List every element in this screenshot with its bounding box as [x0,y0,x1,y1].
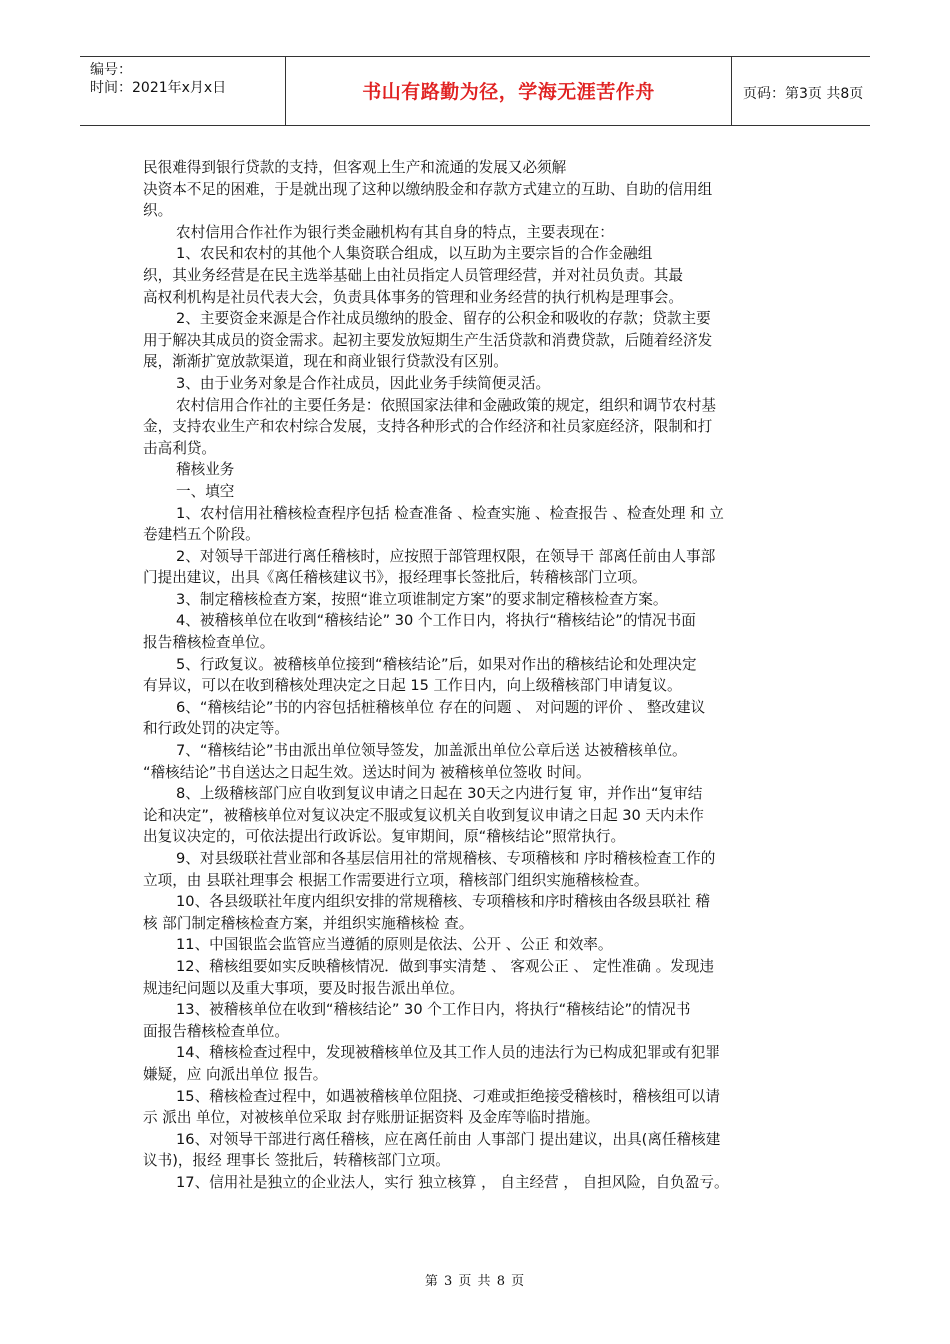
text-line: 决资本不足的困难，于是就出现了这种以缴纳股金和存款方式建立的互助、自助的信用组 [143,180,713,198]
text-line: 示 派出 单位，对被核单位采取 封存账册证据资料 及金库等临时措施。 [143,1109,600,1127]
text-line: 8、上级稽核部门应自收到复议申请之日起在 30天之内进行复 审，并作出“复审结 [176,785,703,803]
header-middle-cell [285,57,732,125]
time-label: 时间：2021年x月x日 [90,80,227,96]
document-body [143,157,809,1194]
serial-number-label: 编号： [90,62,132,78]
text-line: 金，支持农业生产和农村综合发展，支持各种形式的合作经济和社员家庭经济，限制和打 [143,418,713,436]
text-line: 卷建档五个阶段。 [143,526,260,544]
text-line: 议书)，报经 理事长 签批后，转稽核部门立项。 [143,1152,450,1170]
text-line: 击高利贷。 [143,439,216,457]
text-line: 11、中国银监会监管应当遵循的原则是依法、公开 、公正 和效率。 [176,936,613,954]
text-line: 13、被稽核单位在收到“稽核结论” 30 个工作日内，将执行“稽核结论”的情况书 [176,1001,691,1019]
text-line: 1、农村信用社稽核检查程序包括 检查准备 、检查实施 、检查报告 、检查处理 和 立 [176,504,724,522]
text-line: 核 部门制定稽核检查方案，并组织实施稽核检 查。 [143,914,474,932]
text-line: 14、稽核检查过程中，发现被稽核单位及其工作人员的违法行为已构成犯罪或有犯罪 [176,1044,720,1062]
text-line: 农村信用合作社作为银行类金融机构有其自身的特点，主要表现在： [176,223,614,241]
text-line: “稽核结论”书自送达之日起生效。送达时间为 被稽核单位签收 时间。 [143,763,591,781]
text-line: 9、对县级联社营业部和各基层信用社的常规稽核、专项稽核和 序时稽核检查工作的 [176,850,716,867]
text-line: 有异议，可以在收到稽核处理决定之日起 15 工作日内，向上级稽核部门申请复议。 [143,677,682,695]
text-line: 民很难得到银行贷款的支持，但客观上生产和流通的发展又必须解 [143,159,567,176]
text-line: 7、“稽核结论”书由派出单位领导签发，加盖派出单位公章后送 达被稽核单位。 [176,742,687,760]
text-line: 15、稽核检查过程中，如遇被稽核单位阻挠、刁难或拒绝接受稽核时，稽核组可以请 [176,1087,720,1105]
text-line: 展，渐渐扩宽放款渠道，现在和商业银行贷款没有区别。 [143,353,508,371]
text-line: 立项，由 县联社理事会 根据工作需要进行立项，稽核部门组织实施稽核检查。 [143,871,649,889]
text-line: 17、信用社是独立的企业法人，实行 独立核算 ， 自主经营 ， 自担风险，自负盈亏。 [176,1173,729,1191]
text-line: 报告稽核检查单位。 [143,634,275,652]
text-line: 12、稽核组要如实反映稽核情况．做到事实清楚 、 客观公正 、 定性准确 。发现违 [176,957,714,975]
text-line: 2、主要资金来源是合作社成员缴纳的股金、留存的公积金和吸收的存款；贷款主要 [176,310,711,328]
text-line: 织。 [143,202,173,220]
text-line: 用于解决其成员的资金需求。起初主要发放短期生产生活贷款和消费贷款，后随着经济发 [143,331,713,349]
text-line: 4、被稽核单位在收到“稽核结论” 30 个工作日内，将执行“稽核结论”的情况书面 [176,612,696,630]
text-line: 和行政处罚的决定等。 [143,720,289,738]
text-line: 门提出建议，出具《离任稽核建议书》，报经理事长签批后，转稽核部门立项。 [143,569,647,587]
header-right-cell [731,57,870,125]
text-line: 高权利机构是社员代表大会，负责具体事务的管理和业务经营的执行机构是理事会。 [143,288,683,306]
header-left-cell [80,57,285,125]
text-line: 3、制定稽核检查方案，按照“谁立项谁制定方案”的要求制定稽核检查方案。 [176,590,668,608]
text-line: 5、行政复议。被稽核单位接到“稽核结论”后，如果对作出的稽核结论和处理决定 [176,655,697,673]
text-line: 3、由于业务对象是合作社成员，因此业务手续简便灵活。 [176,374,551,392]
text-line: 16、对领导干部进行离任稽核，应在离任前由 人事部门 提出建议，出具(离任稽核建 [176,1130,721,1148]
text-line: 嫌疑，应 向派出单位 报告。 [143,1065,328,1083]
text-line: 10、各县级联社年度内组织安排的常规稽核、专项稽核和序时稽核由各级县联社 稽 [176,893,710,911]
text-line: 稽核业务 [176,461,235,479]
page-header [80,56,870,126]
header-motto: 书山有路勤为径，学海无涯苦作舟 [362,81,655,103]
header-page-info: 页码：第3页 共8页 [743,86,864,102]
text-line: 面报告稽核检查单位。 [143,1022,289,1040]
text-line: 6、“稽核结论”书的内容包括桩稽核单位 存在的问题 、 对问题的评价 、 整改建议 [176,698,706,716]
page-footer: 第 3 页 共 8 页 [424,1274,526,1289]
text-line: 一、填空 [176,482,235,500]
text-line: 织，其业务经营是在民主选举基础上由社员指定人员管理经营，并对社员负责。其最 [143,266,683,284]
text-line: 2、对领导干部进行离任稽核时，应按照于部管理权限，在领导干 部离任前由人事部 [176,547,716,565]
text-line: 论和决定”，被稽核单位对复议决定不服或复议机关自收到复议申请之日起 30 天内未作 [143,806,704,824]
text-line: 出复议决定的，可依法提出行政诉讼。复审期间，原“稽核结论”照常执行。 [143,828,626,846]
text-line: 农村信用合作社的主要任务是：依照国家法律和金融政策的规定，组织和调节农村基 [176,396,716,414]
text-line: 1、农民和农村的其他个人集资联合组成，以互助为主要宗旨的合作金融组 [176,245,653,263]
text-line: 规违纪问题以及重大事项，要及时报告派出单位。 [143,979,465,997]
